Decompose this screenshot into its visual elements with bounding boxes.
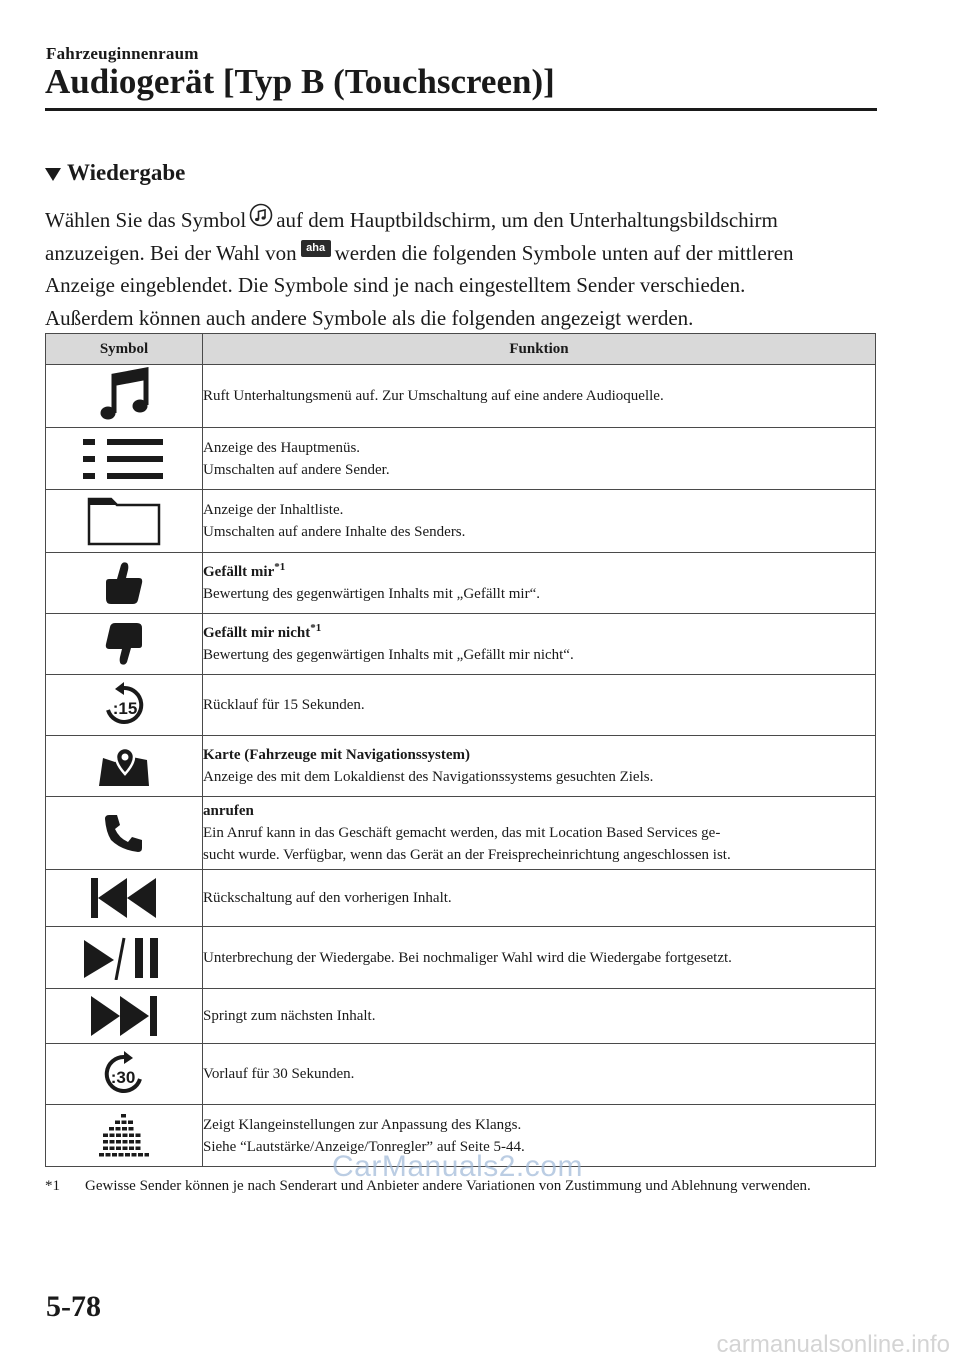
skip-next-icon xyxy=(46,996,202,1036)
thumbs-up-icon xyxy=(46,560,202,606)
table-row xyxy=(46,553,876,614)
svg-text::15: :15 xyxy=(112,699,138,718)
symbol-cell xyxy=(46,1044,203,1105)
footnote-ref: *1 xyxy=(274,561,286,573)
phone-icon xyxy=(46,812,202,854)
title-rule xyxy=(45,108,877,111)
thumbs-down-icon xyxy=(46,621,202,667)
symbol-cell xyxy=(46,490,203,553)
section-label: Fahrzeuginnenraum xyxy=(46,44,199,63)
intro-text: Wählen Sie das Symbol xyxy=(45,208,247,232)
list-icon xyxy=(46,437,202,481)
function-cell xyxy=(203,1044,876,1105)
triangle-bullet-icon xyxy=(45,168,61,181)
table-row xyxy=(46,1044,876,1105)
function-title: Karte (Fahrzeuge mit Navigationssystem) xyxy=(203,747,471,763)
symbol-cell xyxy=(46,614,203,675)
intro-line-3: Anzeige eingeblendet. Die Symbole sind je nach eingestelltem Sender verschieden. xyxy=(45,273,746,297)
table-row xyxy=(46,736,876,797)
function-description: Zeigt Klangeinstellungen zur Anpassung des Klangs. xyxy=(203,1116,522,1133)
function-description: Umschalten auf andere Sender. xyxy=(203,461,390,478)
symbol-cell xyxy=(46,870,203,927)
function-description: Ein Anruf kann in das Geschäft gemacht werden, das mit Location Based Services ge- xyxy=(203,825,721,841)
function-cell xyxy=(203,614,876,675)
symbol-cell xyxy=(46,989,203,1044)
aha-icon: aha xyxy=(301,240,331,257)
function-description: Siehe “Lautstärke/Anzeige/Tonregler” auf Seite 5-44. xyxy=(203,1138,525,1155)
music-note-icon xyxy=(249,203,273,227)
function-cell xyxy=(203,675,876,736)
page-number: 5-78 xyxy=(46,1290,101,1323)
function-cell xyxy=(203,428,876,490)
function-description: Ruft Unterhaltungsmenü auf. Zur Umschaltung auf eine andere Audioquelle. xyxy=(203,388,664,404)
equalizer-icon xyxy=(46,1113,202,1159)
intro-line-1 xyxy=(45,204,885,237)
function-cell xyxy=(203,797,876,870)
function-description: Unterbrechung der Wiedergabe. Bei nochmaliger Wahl wird die Wiedergabe fortgesetzt. xyxy=(203,949,732,966)
symbol-cell xyxy=(46,365,203,428)
symbol-table xyxy=(45,333,876,1167)
intro-text: werden die folgenden Symbole unten auf der mittleren xyxy=(334,240,794,265)
function-cell xyxy=(203,490,876,553)
site-credit: carmanualsonline.info xyxy=(716,1331,950,1358)
rewind-15-icon xyxy=(46,682,202,728)
watermark: CarManuals2.com xyxy=(332,1150,583,1183)
function-title: Gefällt mir nicht$^{*1}$ xyxy=(203,622,322,641)
table-row xyxy=(46,614,876,675)
function-cell xyxy=(203,365,876,428)
symbol-cell xyxy=(46,927,203,989)
function-description: Bewertung des gegenwärtigen Inhalts mit „Gefällt mir“. xyxy=(203,586,540,602)
footnote-ref: *1 xyxy=(310,622,322,634)
function-description: Rückschaltung auf den vorherigen Inhalt. xyxy=(203,890,452,906)
symbol-cell xyxy=(46,553,203,614)
function-cell xyxy=(203,553,876,614)
svg-text::30: :30 xyxy=(110,1068,136,1087)
function-title: Gefällt mir$^{*1}$ xyxy=(203,561,286,580)
table-row xyxy=(46,675,876,736)
symbol-cell xyxy=(46,797,203,870)
function-cell xyxy=(203,927,876,989)
intro-paragraph xyxy=(45,204,885,334)
footnote-mark: *1 xyxy=(45,1178,60,1194)
forward-30-icon xyxy=(46,1051,202,1097)
table-row xyxy=(46,365,876,428)
function-description: Springt zum nächsten Inhalt. xyxy=(203,1008,376,1024)
music-note-icon xyxy=(46,367,202,425)
table-row xyxy=(46,428,876,490)
intro-line-2 xyxy=(45,237,885,270)
map-pin-icon xyxy=(46,744,202,788)
symbol-cell xyxy=(46,1105,203,1167)
intro-line-4: Außerdem können auch andere Symbole als die folgenden angezeigt werden. xyxy=(45,305,694,330)
table-header-row xyxy=(46,334,876,365)
subsection-title: Wiedergabe xyxy=(67,160,186,185)
intro-text: auf dem Hauptbildschirm, um den Unterhaltungsbildschirm xyxy=(276,208,778,232)
folder-icon xyxy=(46,496,202,546)
table-row xyxy=(46,927,876,989)
column-header-symbol: Symbol xyxy=(46,334,203,365)
skip-previous-icon xyxy=(46,878,202,918)
table-row xyxy=(46,870,876,927)
column-header-function: Funktion xyxy=(203,334,876,365)
function-description: Umschalten auf andere Inhalte des Senders. xyxy=(203,524,466,540)
function-description: Anzeige des mit dem Lokaldienst des Navigationssystems gesuchten Ziels. xyxy=(203,769,654,785)
footnote-text: Gewisse Sender können je nach Senderart und Anbieter andere Variationen von Zustimmung und Ablehnung verwenden. xyxy=(85,1178,811,1194)
function-description: Bewertung des gegenwärtigen Inhalts mit „Gefällt mir nicht“. xyxy=(203,647,574,663)
table-row xyxy=(46,490,876,553)
function-cell xyxy=(203,736,876,797)
function-title: anrufen xyxy=(203,803,254,819)
intro-text: anzuzeigen. Bei der Wahl von xyxy=(45,240,297,265)
page-title: Audiogerät [Typ B (Touchscreen)] xyxy=(45,62,555,101)
play-pause-icon xyxy=(46,936,202,980)
symbol-cell xyxy=(46,736,203,797)
symbol-cell xyxy=(46,428,203,490)
function-description: Rücklauf für 15 Sekunden. xyxy=(203,697,365,713)
table-row xyxy=(46,989,876,1044)
function-description: Anzeige des Hauptmenüs. xyxy=(203,439,361,456)
symbol-cell xyxy=(46,675,203,736)
function-description: sucht wurde. Verfügbar, wenn das Gerät an der Freisprecheinrichtung angeschlossen ist. xyxy=(203,847,731,863)
function-cell xyxy=(203,989,876,1044)
table-row xyxy=(46,797,876,870)
function-cell xyxy=(203,870,876,927)
function-description: Anzeige der Inhaltliste. xyxy=(203,502,344,518)
subsection-heading xyxy=(45,160,185,186)
function-description: Vorlauf für 30 Sekunden. xyxy=(203,1066,355,1082)
